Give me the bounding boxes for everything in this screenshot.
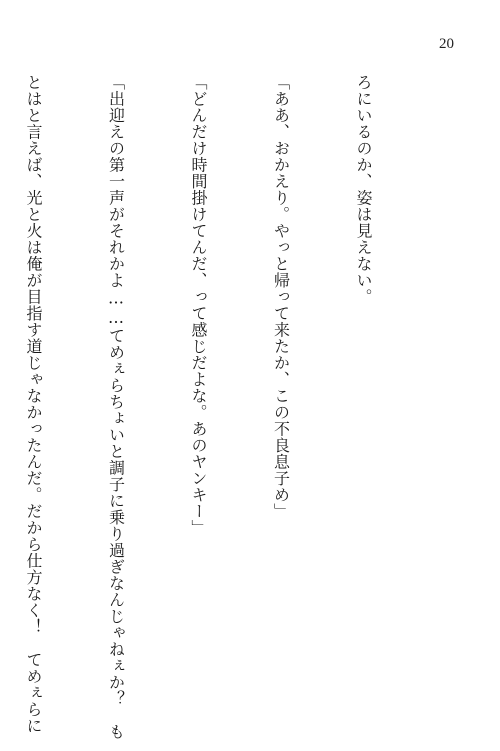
vertical-body-text	[24, 74, 432, 740]
text-line: 「ああ、おかえり。やっと帰って来たか、この不良息子め」	[271, 74, 291, 520]
page-number: 20	[439, 36, 454, 52]
text-line: とはと言えば、光と火は俺が目指す道じゃなかったんだ。だから仕方なく！ てめぇらに	[24, 74, 43, 734]
text-line: ろにいるのか、姿は見えない。	[354, 74, 373, 305]
text-line: 「出迎えの第一声がそれかよ……てめぇらちょいと調子に乗り過ぎなんじゃねぇか？ も	[106, 74, 126, 740]
text-line: 「どんだけ時間掛けてんだ、って感じだよな。あのヤンキー」	[189, 74, 208, 536]
